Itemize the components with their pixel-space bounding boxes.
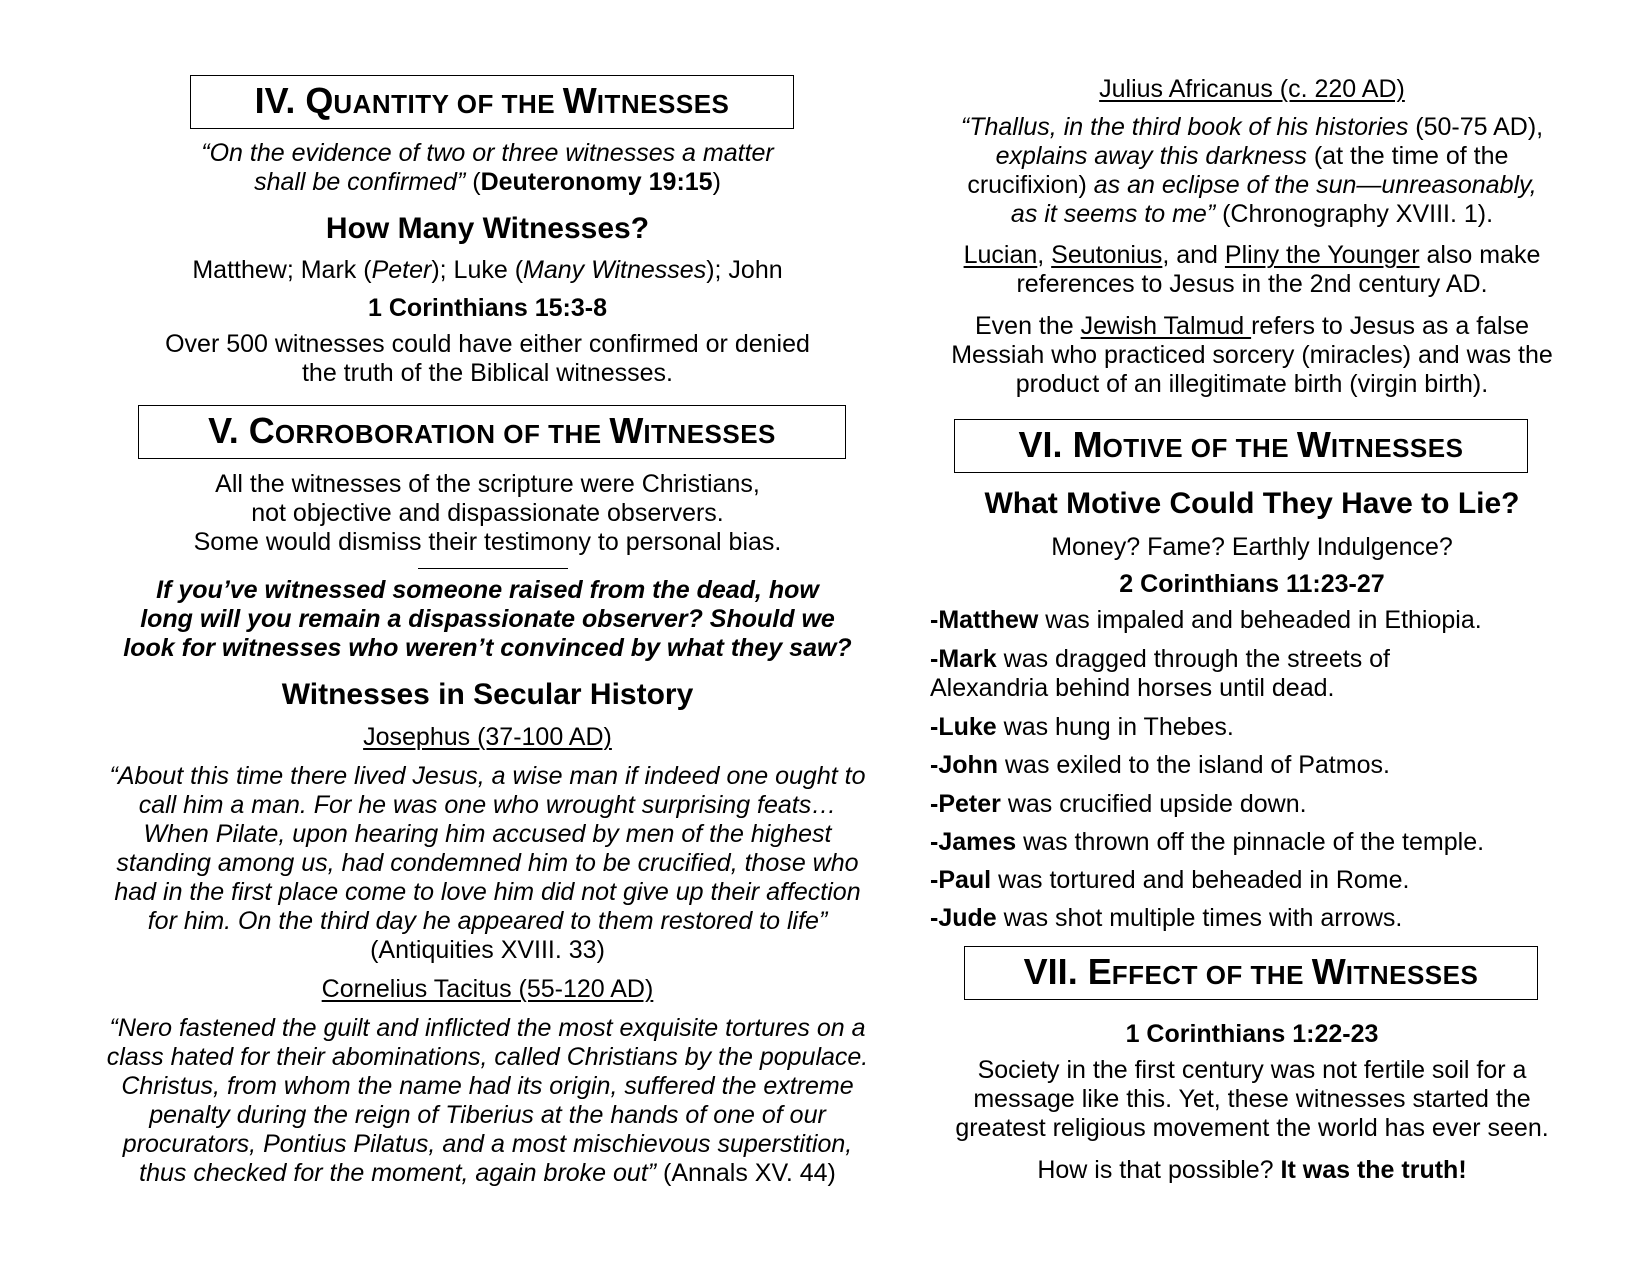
josephus-quote-line-6: for him. On the third day he appeared to them restored to life” [147,907,828,935]
section-iv-title: IV. QUANTITY OF THE WITNESSES [190,75,794,129]
africanus-quote-line-1: “Thallus, in the third book of his histories (50-75 AD), [960,113,1544,141]
gospel-writers-line: Matthew; Mark (Peter); Luke (Many Witnesses); John [192,256,783,284]
tacitus-quote-line-2: class hated for their abominations, called Christians by the populace. [106,1043,869,1071]
josephus-quote-line-2: call him a man. For he was one who wrought surprising feats… [138,791,837,819]
effect-body-line-3: greatest religious movement the world has ever seen. [955,1114,1549,1142]
effect-body-line-2: message like this. Yet, these witnesses started the [973,1085,1531,1113]
other-sources-line-1: Lucian, Seutonius, and Pliny the Younger also make [963,241,1541,269]
right-column [922,0,1582,1275]
tacitus-quote-line-1: “Nero fastened the guilt and inflicted the most exquisite tortures on a [109,1014,866,1042]
list-item: -Jude was shot multiple times with arrows. [930,904,1403,932]
josephus-quote-line-4: standing among us, had condemned him to be crucified, those who [116,849,859,877]
tacitus-quote-line-4: penalty during the reign of Tiberius at the hands of one of our [149,1101,826,1129]
motive-heading: What Motive Could They Have to Lie? [984,487,1520,520]
africanus-quote-line-3: crucifixion) as an eclipse of the sun—unreasonably, [967,171,1537,199]
emphasis-question-line-1: If you’ve witnessed someone raised from the dead, how [156,576,819,604]
secular-history-heading: Witnesses in Secular History [281,678,694,711]
list-item: -Mark was dragged through the streets of [930,645,1390,673]
other-sources-line-2: references to Jesus in the 2nd century AD. [1016,270,1488,298]
corroboration-body-line-1: All the witnesses of the scripture were Christians, [215,470,760,498]
tacitus-quote-line-3: Christus, from whom the name had its origin, suffered the extreme [121,1072,854,1100]
tacitus-title: Cornelius Tacitus (55-120 AD) [321,975,654,1003]
corroboration-body-line-3: Some would dismiss their testimony to personal bias. [193,528,782,556]
five-hundred-witnesses-line-1: Over 500 witnesses could have either confirmed or denied [165,330,810,358]
list-item: -Luke was hung in Thebes. [930,713,1234,741]
divider-rule [418,568,568,569]
josephus-quote-line-1: “About this time there lived Jesus, a wise man if indeed one ought to [109,762,866,790]
how-many-witnesses-heading: How Many Witnesses? [325,212,650,245]
list-item: -Paul was tortured and beheaded in Rome. [930,866,1410,894]
list-item-continuation: Alexandria behind horses until dead. [930,674,1335,702]
motive-subheading: Money? Fame? Earthly Indulgence? [1051,533,1453,561]
closing-line: How is that possible? It was the truth! [1037,1156,1467,1184]
talmud-line-2: Messiah who practiced sorcery (miracles) and was the [951,341,1553,369]
effect-body-line-1: Society in the first century was not fertile soil for a [977,1056,1527,1084]
africanus-quote-line-2: explains away this darkness (at the time of the [995,142,1509,170]
corinthians-15-reference: 1 Corinthians 15:3-8 [368,294,607,322]
five-hundred-witnesses-line-2: the truth of the Biblical witnesses. [301,359,674,387]
josephus-title: Josephus (37-100 AD) [363,723,612,751]
section-vi-title: VI. MOTIVE OF THE WITNESSES [954,419,1528,473]
emphasis-question-line-3: look for witnesses who weren’t convinced by what they saw? [123,634,852,662]
deuteronomy-quote-line-2: shall be confirmed” (Deuteronomy 19:15) [254,168,721,196]
africanus-quote-line-4: as it seems to me” (Chronography XVIII. 1). [1010,200,1494,228]
list-item: -Matthew was impaled and beheaded in Ethiopia. [930,606,1482,634]
left-column [70,0,905,1275]
section-vii-title: VII. EFFECT OF THE WITNESSES [964,946,1538,1000]
tacitus-quote-line-6: thus checked for the moment, again broke out” (Annals XV. 44) [139,1159,836,1187]
corinthians-11-reference: 2 Corinthians 11:23-27 [1119,570,1385,598]
josephus-citation: (Antiquities XVIII. 33) [370,936,605,964]
corinthians-1-reference: 1 Corinthians 1:22-23 [1125,1020,1379,1048]
emphasis-question-line-2: long will you remain a dispassionate observer? Should we [140,605,835,633]
corroboration-body-line-2: not objective and dispassionate observers. [251,499,724,527]
josephus-quote-line-3: When Pilate, upon hearing him accused by men of the highest [143,820,832,848]
section-v-title: V. CORROBORATION OF THE WITNESSES [138,405,846,459]
tacitus-quote-line-5: procurators, Pontius Pilatus, and a most mischievous superstition, [122,1130,853,1158]
list-item: -James was thrown off the pinnacle of the temple. [930,828,1485,856]
deuteronomy-quote-line-1: “On the evidence of two or three witnesses a matter [201,139,774,167]
josephus-quote-line-5: had in the first place come to love him did not give up their affection [114,878,861,906]
africanus-title: Julius Africanus (c. 220 AD) [1099,75,1405,103]
list-item: -John was exiled to the island of Patmos. [930,751,1390,779]
talmud-line-1: Even the Jewish Talmud refers to Jesus as a false [975,312,1529,340]
list-item: -Peter was crucified upside down. [930,790,1307,818]
talmud-line-3: product of an illegitimate birth (virgin birth). [1015,370,1489,398]
